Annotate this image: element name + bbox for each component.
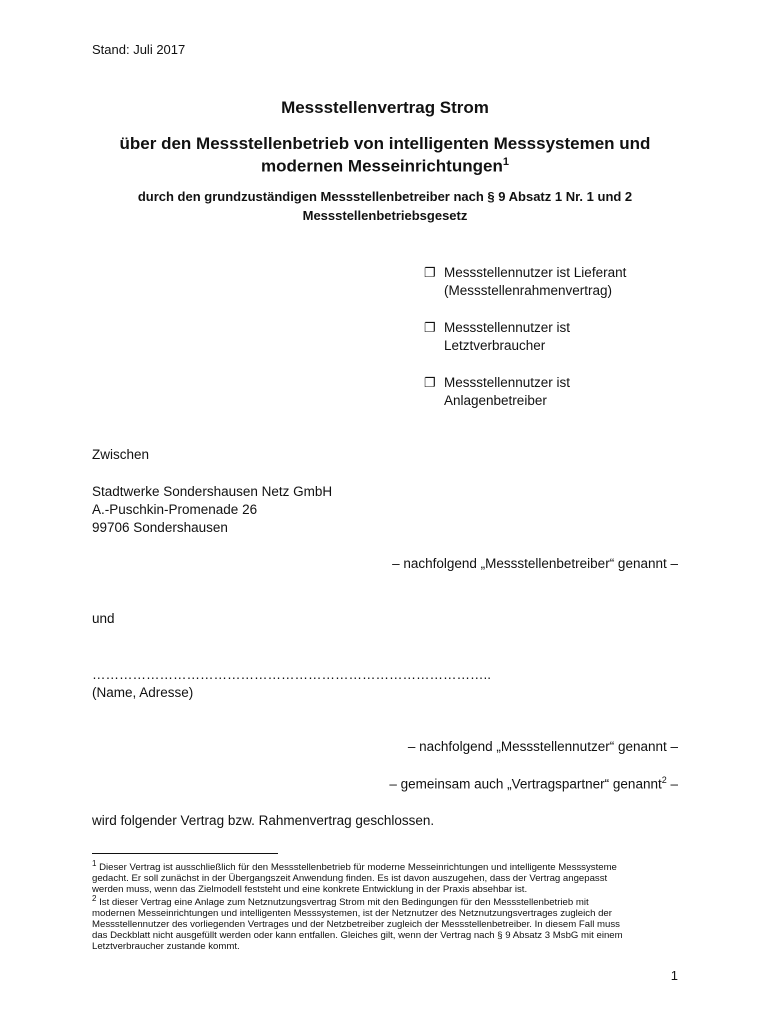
option-label-line-2: Letztverbraucher <box>444 338 546 353</box>
footnote-reference-2: 2 <box>661 775 667 785</box>
option-label <box>444 374 570 410</box>
operator-role: – nachfolgend „Messstellenbetreiber“ genannt – <box>392 556 678 571</box>
footnote-1-line-2: gedacht. Er soll zunächst in der Übergangszeit Anwendung finden. Es ist davon auszugehen, dass der Vertrag angepasst <box>92 873 608 885</box>
document-title: Messstellenvertrag Strom <box>281 98 489 117</box>
checkbox-icon[interactable]: ❐ <box>424 375 436 390</box>
option-letztverbraucher[interactable] <box>424 319 704 359</box>
subtitle-line-2-text: modernen Messeinrichtungen <box>261 156 503 176</box>
checkbox-icon[interactable]: ❐ <box>424 320 436 335</box>
together-role <box>389 775 678 792</box>
footnote-2-mark: 2 <box>92 894 97 903</box>
option-anlagenbetreiber[interactable] <box>424 374 704 414</box>
footnote-1 <box>92 858 682 895</box>
closing-sentence: wird folgender Vertrag bzw. Rahmenvertrag geschlossen. <box>92 813 435 828</box>
authority-line-1: durch den grundzuständigen Messstellenbetreiber nach § 9 Absatz 1 Nr. 1 und 2 <box>137 189 633 204</box>
option-label <box>444 264 626 300</box>
option-label-line-2: Anlagenbetreiber <box>444 393 547 408</box>
operator-address <box>92 483 332 537</box>
subtitle-line-2 <box>0 153 770 176</box>
document-date: Stand: Juli 2017 <box>92 42 186 57</box>
footnote-separator <box>92 853 278 854</box>
footnote-2-line-1 <box>92 893 682 908</box>
footnote-2 <box>92 893 682 952</box>
operator-city: 99706 Sondershausen <box>92 520 228 535</box>
document-subtitle <box>0 134 770 176</box>
footnote-1-text: Dieser Vertrag ist ausschließlich für den Messstellenbetrieb für moderne Messeinrichtungen und intelligente Messsysteme <box>96 862 617 874</box>
user-address-field[interactable] <box>92 666 491 702</box>
document-authority-line <box>0 187 770 225</box>
footnote-2-text: Ist dieser Vertrag eine Anlage zum Netznutzungsvertrag Strom mit den Bedingungen für den Messstellenbetrieb mit <box>96 897 589 909</box>
footnote-2-line-5: Letztverbraucher zustande kommt. <box>92 941 240 953</box>
between-label: Zwischen <box>92 447 150 462</box>
option-label-line-1: Messstellennutzer ist <box>444 375 571 390</box>
user-placeholder: (Name, Adresse) <box>92 685 194 700</box>
footnote-2-line-3: Messstellennutzer des vorliegenden Vertrages und der Netzbetreiber zugleich der Messstellenbetreiber. In diesem Fall muss <box>92 919 620 931</box>
footnote-1-mark: 1 <box>92 859 97 868</box>
footnote-1-line-1 <box>92 858 682 873</box>
subtitle-line-1: über den Messstellenbetrieb von intelligenten Messsystemen und <box>119 134 651 153</box>
user-role: – nachfolgend „Messstellennutzer“ genannt – <box>407 739 678 754</box>
page-number: 1 <box>670 968 678 983</box>
option-label-line-1: Messstellennutzer ist <box>444 320 571 335</box>
operator-street: A.-Puschkin-Promenade 26 <box>92 502 258 517</box>
and-label: und <box>92 611 115 626</box>
option-label <box>444 319 570 355</box>
footnote-2-line-4: das Deckblatt nicht ausgefüllt werden oder kann entfallen. Gleiches gilt, wenn der Vertrag nach § 9 Absatz 3 MsbG mit einem <box>92 930 623 942</box>
option-label-line-1: Messstellennutzer ist Lieferant <box>444 265 627 280</box>
user-dotted-line[interactable]: …………………………………………………………………………….. <box>92 667 492 682</box>
footnote-reference-1: 1 <box>502 156 509 168</box>
together-role-suffix: – <box>666 776 678 792</box>
footnote-1-line-3: werden muss, wenn das Zielmodell feststeht und eine konkrete Entwicklung in der Praxis absehbar ist. <box>92 884 528 896</box>
option-label-line-2: (Messstellenrahmenvertrag) <box>444 283 613 298</box>
together-role-text: – gemeinsam auch „Vertragspartner“ genannt <box>389 776 662 792</box>
checkbox-icon[interactable]: ❐ <box>424 265 436 280</box>
operator-name: Stadtwerke Sondershausen Netz GmbH <box>92 484 333 499</box>
option-lieferant[interactable] <box>424 264 704 304</box>
authority-line-2: Messstellenbetriebsgesetz <box>302 208 468 223</box>
footnote-2-line-2: modernen Messeinrichtungen und intelligenten Messsystemen, ist der Netznutzer des Netznutzungsvertrages zugleich der <box>92 908 612 920</box>
